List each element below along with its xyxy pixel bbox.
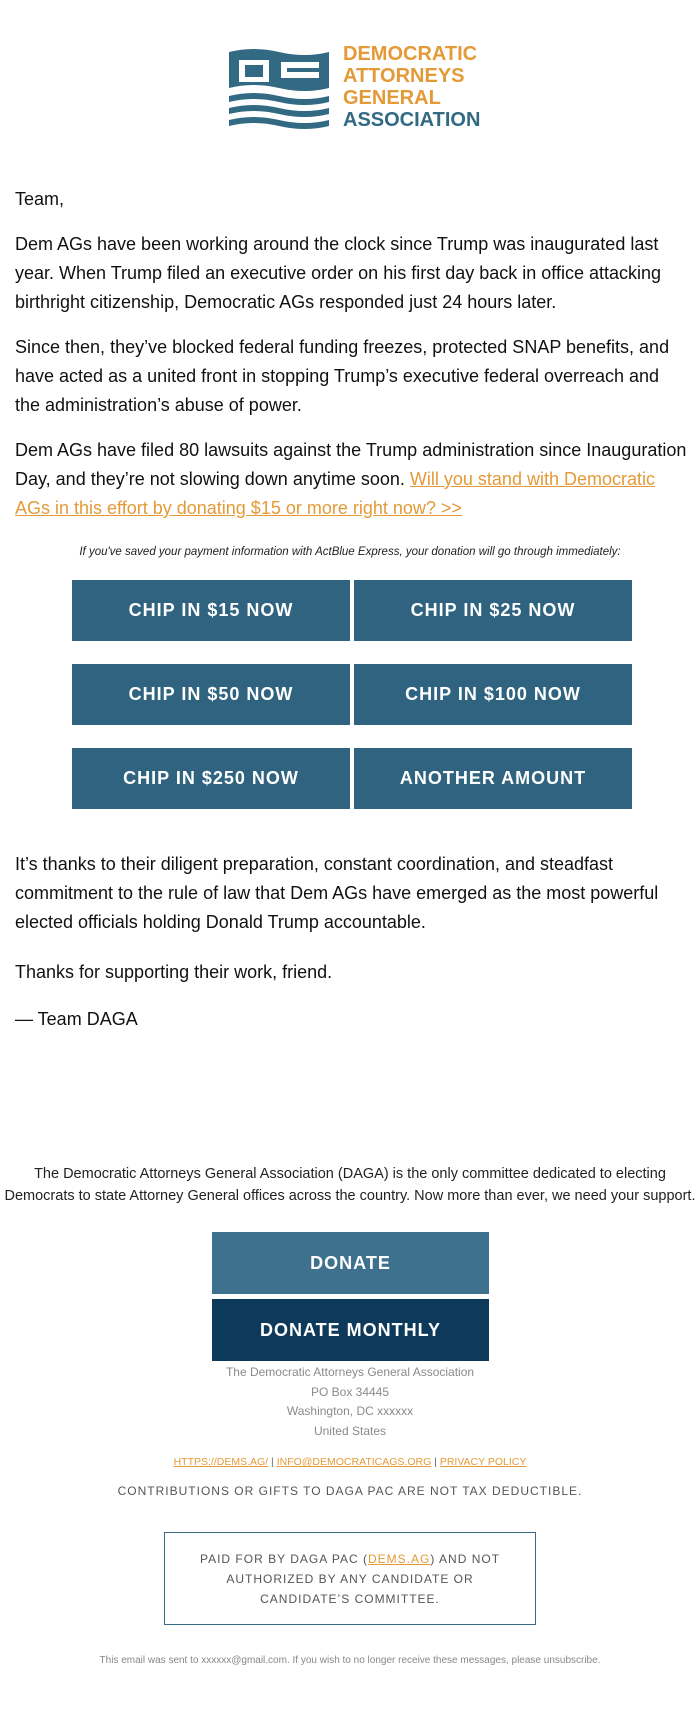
email-link[interactable]: INFO@DEMOCRATICAGS.ORG	[276, 1456, 432, 1468]
paid-for-text	[181, 1549, 519, 1609]
greeting	[15, 185, 687, 214]
footer-links	[0, 1456, 700, 1468]
paragraph-text: Dem AGs have filed 80 lawsuits against the Trump administration since Inauguration Day, and they’re not slowing down anytime soon.	[15, 440, 687, 489]
logo-line: GENERAL	[343, 87, 441, 109]
chip-in-100-button[interactable]: CHIP IN $100 NOW	[354, 664, 632, 725]
logo-line: ATTORNEYS	[343, 65, 465, 87]
mailing-address	[0, 1363, 700, 1441]
paid-for-suffix: ) AND NOT AUTHORIZED BY ANY CANDIDATE OR CANDIDATE’S COMMITTEE.	[226, 1551, 501, 1606]
donate-button[interactable]: DONATE	[212, 1232, 489, 1294]
logo-line: DEMOCRATIC	[343, 43, 478, 65]
donate-monthly-button[interactable]: DONATE MONTHLY	[212, 1299, 489, 1361]
chip-in-grid	[72, 580, 632, 809]
address-po: PO Box 34445	[310, 1384, 390, 1399]
link-separator: |	[271, 1456, 274, 1468]
paid-for-prefix: PAID FOR BY DAGA PAC (	[199, 1551, 369, 1566]
donate-inline-link[interactable]: Will you stand with Democratic AGs in this effort by donating $15 or more right now? >>	[15, 469, 655, 518]
paragraph-text: Thanks for supporting their work, friend.	[15, 962, 333, 982]
logo-line: ASSOCIATION	[343, 109, 481, 131]
dems-ag-link[interactable]: DEMS.AG	[368, 1551, 431, 1566]
paragraph-text: Dem AGs have been working around the clock since Trump was inaugurated last year. When Trump filed an executive order on his first day back in office attacking birthright citizenship, Democratic AGs responded just 24 hours later.	[15, 234, 661, 312]
address-city: Washington, DC xxxxxx	[286, 1404, 414, 1418]
signoff	[15, 1005, 687, 1034]
chip-in-50-button[interactable]: CHIP IN $50 NOW	[72, 664, 350, 725]
unsubscribe-note[interactable]: This email was sent to xxxxxx@gmail.com. If you wish to no longer receive these messages, please unsubscribe.	[99, 1655, 601, 1666]
website-link[interactable]: HTTPS://DEMS.AG/	[173, 1456, 269, 1468]
tax-disclaimer: CONTRIBUTIONS OR GIFTS TO DAGA PAC ARE NOT TAX DEDUCTIBLE.	[117, 1484, 583, 1498]
address-org: The Democratic Attorneys General Association	[225, 1365, 475, 1379]
paragraph-3	[15, 436, 687, 523]
actblue-express-note: If you've saved your payment information with ActBlue Express, your donation will go through immediately:	[79, 546, 621, 558]
paid-for-box	[164, 1532, 536, 1625]
privacy-policy-link[interactable]: PRIVACY POLICY	[439, 1456, 527, 1468]
signoff-text: — Team DAGA	[15, 1009, 138, 1029]
paragraph-4	[15, 850, 687, 937]
another-amount-button[interactable]: ANOTHER AMOUNT	[354, 748, 632, 809]
chip-in-25-button[interactable]: CHIP IN $25 NOW	[354, 580, 632, 641]
paragraph-5	[15, 958, 687, 987]
address-country: United States	[313, 1423, 387, 1438]
daga-logo	[225, 44, 485, 130]
paragraph-1	[15, 230, 687, 317]
greeting-text: Team,	[15, 189, 65, 209]
footer-intro: The Democratic Attorneys General Association (DAGA) is the only committee dedicated to electing Democrats to state Attorney General offices across the country. Now more than ever, we need your support.	[4, 1166, 696, 1204]
daga-logo-icon	[225, 44, 333, 130]
paragraph-text: Since then, they’ve blocked federal funding freezes, protected SNAP benefits, and have acted as a united front in stopping Trump’s executive federal overreach and the administration’s abuse of power.	[15, 337, 670, 415]
logo-wordmark	[343, 43, 480, 131]
paragraph-2	[15, 333, 687, 420]
chip-in-250-button[interactable]: CHIP IN $250 NOW	[72, 748, 350, 809]
link-separator: |	[434, 1456, 437, 1468]
paragraph-text: It’s thanks to their diligent preparation, constant coordination, and steadfast commitment to the rule of law that Dem AGs have emerged as the most powerful elected officials holding Donald Trump accountable.	[15, 854, 659, 932]
chip-in-15-button[interactable]: CHIP IN $15 NOW	[72, 580, 350, 641]
